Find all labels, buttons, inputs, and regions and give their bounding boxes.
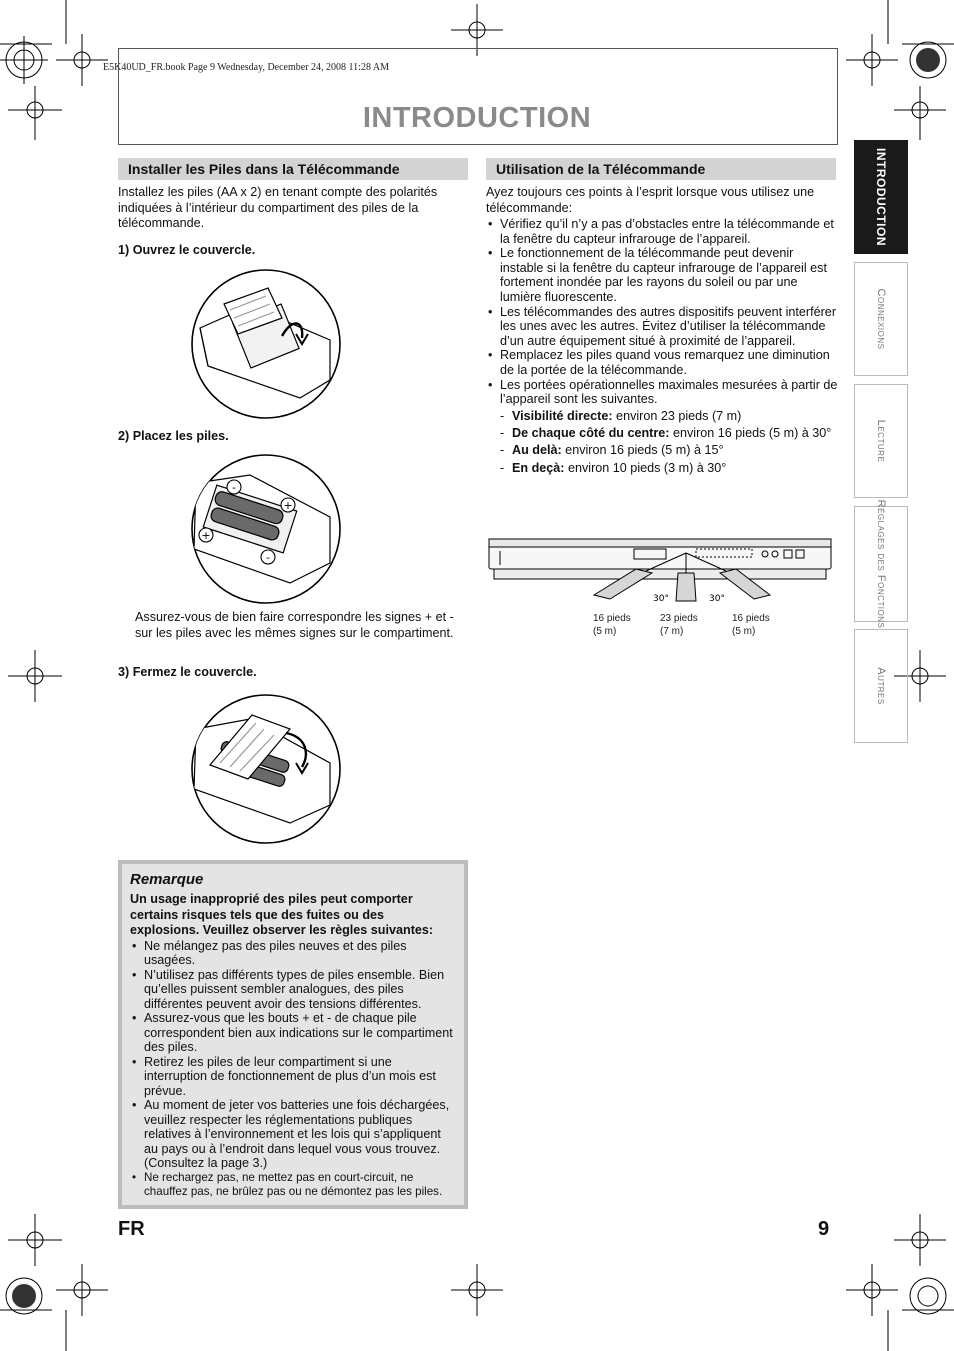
- remote-use-intro: Ayez toujours ces points à l’esprit lorsque vous utilisez une télécommande:: [486, 185, 815, 215]
- polarity-note: Assurez-vous de bien faire correspondre les signes + et - sur les piles avec les mêmes signes sur le compartiment.: [135, 610, 454, 640]
- range-label: Visibilité directe:: [512, 408, 613, 423]
- list-item: • Ne mélangez pas des piles neuves et des piles usagées.: [130, 939, 456, 968]
- tab-connexions[interactable]: Connexions: [854, 262, 908, 376]
- tab-autres[interactable]: Autres: [854, 629, 908, 743]
- range-value: environ 16 pieds (5 m) à 30°: [669, 426, 832, 441]
- step-close-cover: 3) Fermez le couvercle.: [118, 665, 257, 679]
- range-label-left: 16 pieds (5 m): [593, 613, 631, 637]
- range-label: De chaque côté du centre:: [512, 426, 670, 441]
- section-heading-remote-use: Utilisation de la Télécommande: [486, 158, 836, 180]
- print-header: E5K40UD_FR.book Page 9 Wednesday, December 24, 2008 11:28 AM: [103, 62, 390, 73]
- plus-sign: +: [201, 529, 211, 542]
- range-label-right: 16 pieds (5 m): [732, 613, 770, 637]
- range-label: En deçà:: [512, 460, 565, 475]
- remote-use-list: [486, 217, 838, 407]
- remote-range-diagram: [486, 535, 836, 605]
- tab-reglages-des-fonctions[interactable]: Réglages des Fonctions: [854, 506, 908, 622]
- minus-sign: -: [266, 551, 270, 564]
- remote-use-content: [486, 185, 838, 477]
- range-value: environ 10 pieds (3 m) à 30°: [564, 460, 727, 475]
- range-item: [500, 425, 838, 442]
- list-item: • N’utilisez pas différents types de piles ensemble. Bien qu’elles puissent sembler analogues, des piles différentes peuvent avoir des tensions différentes.: [130, 968, 456, 1012]
- range-list: [500, 408, 838, 477]
- tab-lecture[interactable]: Lecture: [854, 384, 908, 498]
- range-item: [500, 408, 838, 425]
- range-label: Au delà:: [512, 443, 562, 458]
- list-item: • Vérifiez qu’il n’y a pas d’obstacles entre la télécommande et la fenêtre du capteur infrarouge de l’appareil.: [486, 217, 838, 246]
- angle-left-label: 30°: [653, 594, 669, 604]
- remarque-box: [118, 860, 468, 1209]
- tab-introduction[interactable]: INTRODUCTION: [854, 140, 908, 254]
- remote-batteries-illustration: [190, 453, 342, 605]
- list-item: • Au moment de jeter vos batteries une fois déchargées, veuillez respecter les réglementations publiques relatives à l’environnement et les lois qui s’appliquent au pays ou à l’endroit dans lequel vous vous trouvez. (Consultez la page 3.): [130, 1098, 456, 1171]
- range-label-center: 23 pieds (7 m): [660, 613, 698, 637]
- step-open-cover: 1) Ouvrez le couvercle.: [118, 243, 256, 257]
- page-number: 9: [818, 1218, 830, 1240]
- step-place-batteries: 2) Placez les piles.: [118, 429, 229, 443]
- range-value: environ 23 pieds (7 m): [612, 408, 742, 423]
- plus-sign: +: [283, 499, 293, 512]
- range-item: [500, 460, 838, 477]
- footer-language: FR: [118, 1218, 145, 1240]
- list-item: • Retirez les piles de leur compartiment si une interruption de fonctionnement de plus d’un mois est prévue.: [130, 1055, 456, 1099]
- range-value: environ 16 pieds (5 m) à 15°: [561, 443, 724, 458]
- list-item: • Remplacez les piles quand vous remarquez une diminution de la portée de la télécommande.: [486, 348, 838, 377]
- batteries-intro: Installez les piles (AA x 2) en tenant compte des polarités indiquées à l’intérieur du compartiment des piles de la télécommande.: [118, 185, 438, 230]
- range-item: [500, 442, 838, 459]
- remote-close-cover-illustration: [190, 693, 342, 845]
- angle-right-label: 30°: [709, 594, 725, 604]
- list-item: • Assurez-vous que les bouts + et - de chaque pile correspondent bien aux indications sur le compartiment des piles.: [130, 1011, 456, 1055]
- list-item: • Les portées opérationnelles maximales mesurées à partir de l’appareil sont les suivantes.: [486, 378, 838, 407]
- list-item: • Les télécommandes des autres dispositifs peuvent interférer les unes avec les autres. Évitez d’utiliser la télécommande d’un autre équipement situé à proximité de l’appareil.: [486, 305, 838, 349]
- list-item: • Ne rechargez pas, ne mettez pas en court-circuit, ne chauffez pas, ne brûlez pas ou ne démontez pas les piles.: [130, 1171, 456, 1200]
- note-lead: Un usage inapproprié des piles peut comporter certains risques tels que des fuites ou des explosions. Veuillez observer les règles suivantes:: [130, 892, 434, 937]
- list-item: • Le fonctionnement de la télécommande peut devenir instable si la fenêtre du capteur infrarouge de l’appareil est fortement inondée par les rayons du soleil ou par une lumière fluorescente.: [486, 246, 838, 304]
- section-heading-batteries: Installer les Piles dans la Télécommande: [118, 158, 468, 180]
- page-title: INTRODUCTION: [362, 102, 592, 134]
- note-title: Remarque: [130, 871, 204, 888]
- minus-sign: -: [232, 481, 236, 494]
- note-list: [130, 939, 456, 1200]
- remote-open-cover-illustration: [190, 268, 342, 420]
